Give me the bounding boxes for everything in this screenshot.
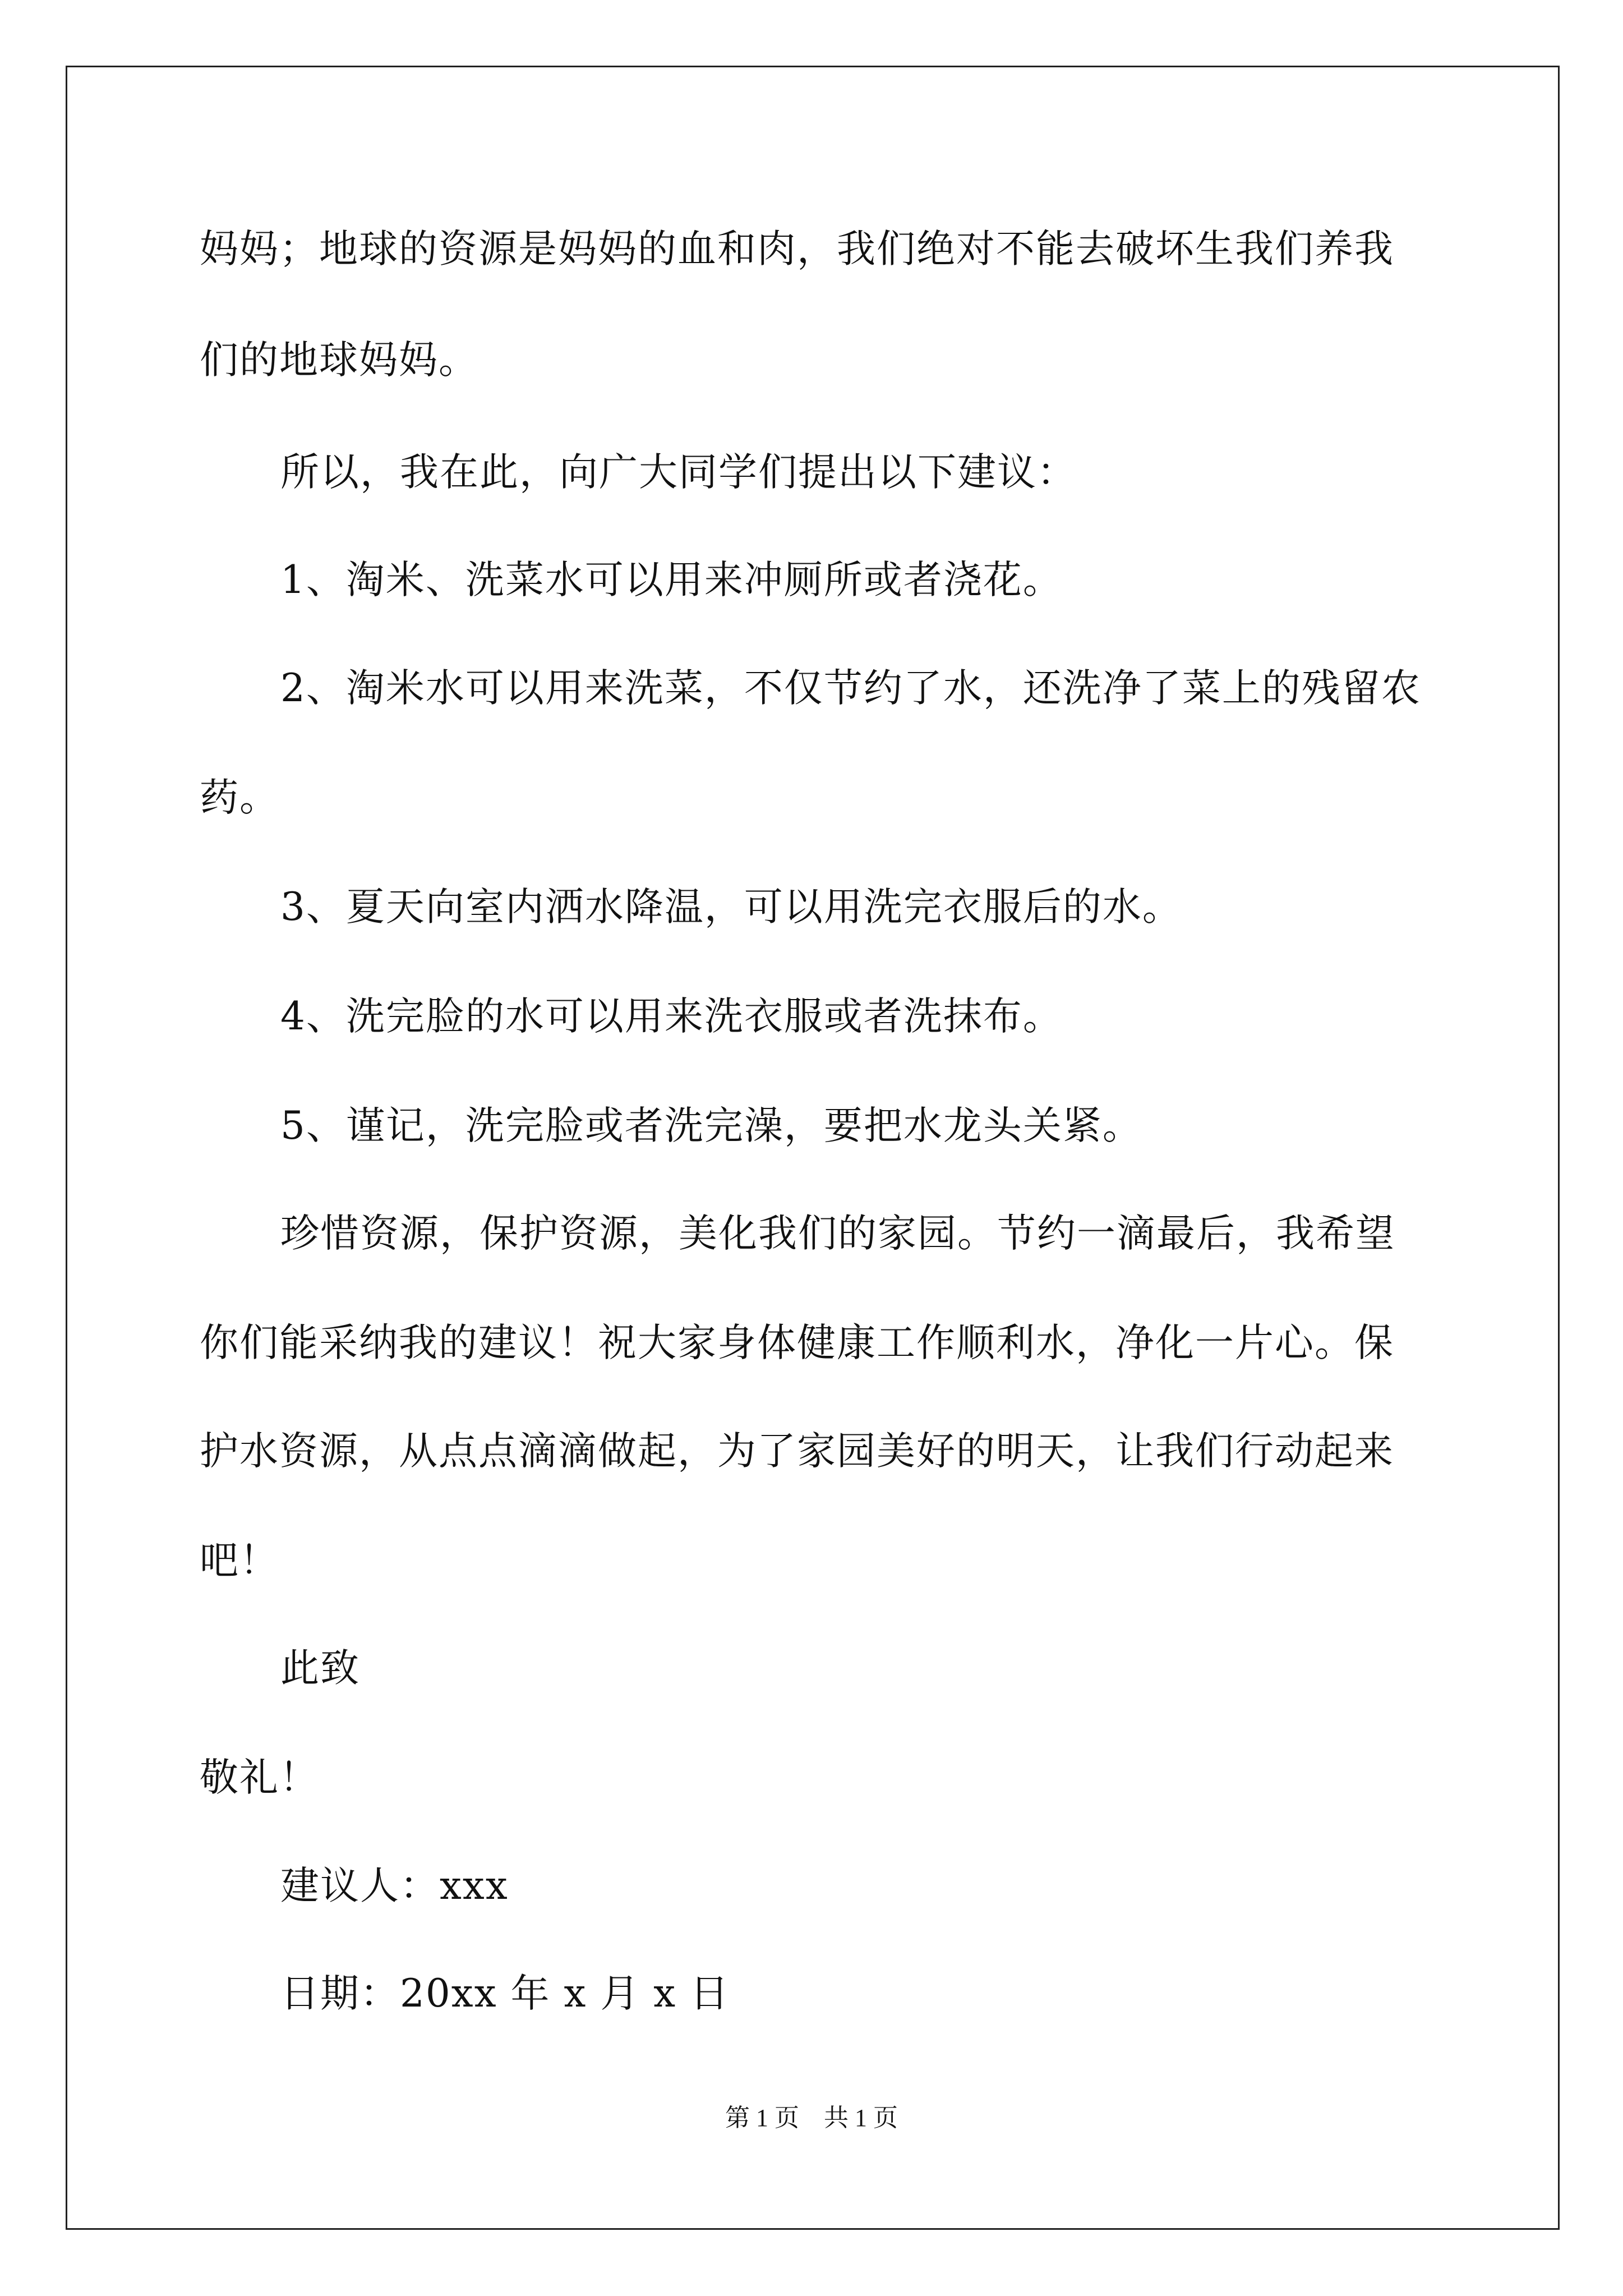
date-line: 日期：20xx 年 x 月 x 日 [280, 1971, 730, 2016]
body-text-line: 药。 [200, 775, 279, 820]
suggestion-item: 4、洗完脸的水可以用来洗衣服或者洗抹布。 [280, 994, 1063, 1039]
body-text-line: 们的地球妈妈。 [200, 338, 478, 383]
suggestion-item: 5、谨记，洗完脸或者洗完澡，要把水龙头关紧。 [280, 1103, 1142, 1148]
suggestion-item: 2、淘米水可以用来洗菜，不仅节约了水，还洗净了菜上的残留农 [280, 666, 1421, 711]
body-text-line: 珍惜资源，保护资源，美化我们的家园。节约一滴最后，我希望 [280, 1211, 1395, 1256]
proposer-line: 建议人：xxx [280, 1864, 509, 1908]
body-text-line: 妈妈；地球的资源是妈妈的血和肉，我们绝对不能去破坏生我们养我 [200, 227, 1394, 272]
suggestion-item: 1、淘米、洗菜水可以用来冲厕所或者浇花。 [280, 558, 1063, 602]
closing-phrase: 此致 [280, 1646, 360, 1691]
page-footer: 第 1 页 共 1 页 [725, 2104, 898, 2132]
body-text-line: 吧！ [200, 1538, 279, 1583]
body-text-line: 你们能采纳我的建议！祝大家身体健康工作顺利水，净化一片心。保 [200, 1320, 1394, 1365]
suggestion-item: 3、夏天向室内洒水降温，可以用洗完衣服后的水。 [280, 885, 1182, 930]
salutation: 敬礼！ [200, 1755, 319, 1800]
body-text-line: 护水资源，从点点滴滴做起，为了家园美好的明天，让我们行动起来 [200, 1429, 1394, 1474]
body-text-line: 所以，我在此，向广大同学们提出以下建议： [280, 450, 1077, 495]
